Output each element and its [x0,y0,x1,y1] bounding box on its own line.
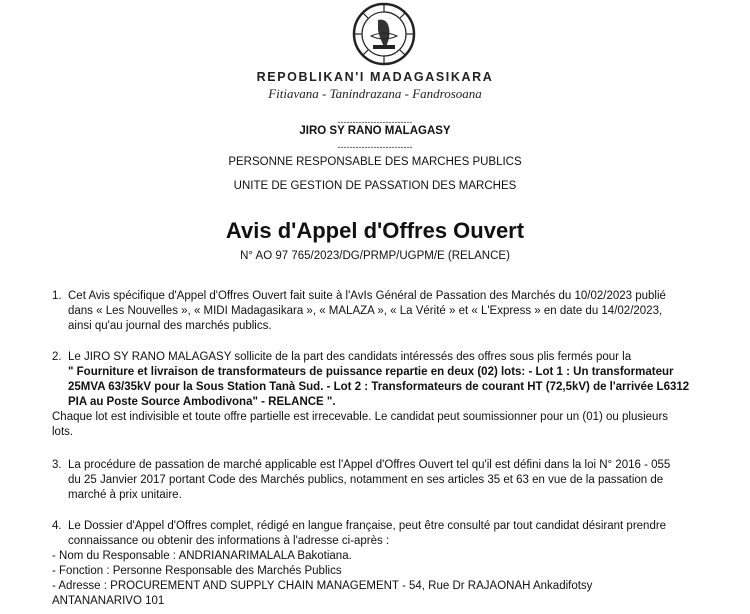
republic-name: REPOBLIKAN'I MADAGASIKARA [256,70,494,84]
paragraph-line: Chaque lot est indivisible et toute offre partielle est irrecevable. Le candidat peut soumissionner pour un (01) ou plusieurs [52,411,669,423]
paragraph-4 [52,519,704,549]
contact-responsible: - Nom du Responsable : ANDRIANARIMALALA Bakotiana. [52,550,352,562]
organization-name: JIRO SY RANO MALAGASY [299,125,451,137]
contact-function: - Fonction : Personne Responsable des Marchés Publics [52,565,342,577]
paragraph-line: Le JIRO SY RANO MALAGASY sollicite de la part des candidats intéressés des offres sous plis fermés pour la [68,351,632,363]
paragraph-line: connaissance ou obtenir des informations à l'adresse ci-après : [68,535,390,547]
paragraph-line: Cet Avis spécifique d'Appel d'Offres Ouvert fait suite à l'AvIs Général de Passation des Marchés du 10/02/2023 publié [68,290,666,302]
ugpm-heading: UNITE DE GESTION DE PASSATION DES MARCHES [233,180,517,192]
address-line: - Adresse : PROCUREMENT AND SUPPLY CHAIN MANAGEMENT - 54, Rue Dr RAJAONAH Ankadifotsy [52,580,593,592]
paragraph-number: 2. [52,351,62,363]
address-line: ANTANANARIVO 101 [52,595,165,607]
tender-object-line: " Fourniture et livraison de transformateurs de puissance repartie en deux (02) lots: - Lot 1 : Un transformateur [68,366,674,378]
paragraph-3 [52,458,704,503]
paragraph-number: 1. [52,290,62,302]
reference-number: N° AO 97 765/2023/DG/PRMP/UGPM/E (RELANCE) [240,250,510,262]
paragraph-number: 4. [52,520,62,532]
paragraph-2 [52,350,704,440]
separator-line: ------------------------- [337,117,413,127]
paragraph-1 [52,289,704,334]
paragraph-line: lots. [52,426,74,438]
madagascar-seal-emblem [347,0,421,68]
document-title: Avis d'Appel d'Offres Ouvert [225,218,525,243]
paragraph-line: La procédure de passation de marché applicable est l'Appel d'Offres Ouvert tel qu'il est défini dans la loi N° 2016 - 055 [68,459,671,471]
paragraph-line: du 25 Janvier 2017 portant Code des Marchés publics, notamment en ses articles 35 et 63 en vue de la passation de [68,474,664,486]
paragraph-line: dans « Les Nouvelles », « MIDI Madagasikara », « MALAZA », « La Vérité » et « L'Express » en date du 14/02/2023, [68,305,663,317]
tender-object-line: PIA au Poste Source Ambodivona" - RELANCE ". [68,396,336,408]
paragraph-line: ainsi qu'au journal des marchés publics. [68,320,272,332]
contact-address [52,579,704,609]
national-motto: Fitiavana - Tanindrazana - Fandrosoana [268,86,482,101]
prmp-heading: PERSONNE RESPONSABLE DES MARCHES PUBLICS [228,156,522,168]
paragraph-line: marché à prix unitaire. [68,489,182,501]
paragraph-line: Le Dossier d'Appel d'Offres complet, rédigé en langue française, peut être consulté par tout candidat désirant prendre [68,520,667,532]
tender-object-line: 25MVA 63/35kV pour la Sous Station Tanà Sud. - Lot 2 : Transformateurs de courant HT (72,5kV) de l'arrivée L6312 [68,381,690,393]
separator-line: ------------------------- [337,142,413,152]
paragraph-number: 3. [52,459,62,471]
